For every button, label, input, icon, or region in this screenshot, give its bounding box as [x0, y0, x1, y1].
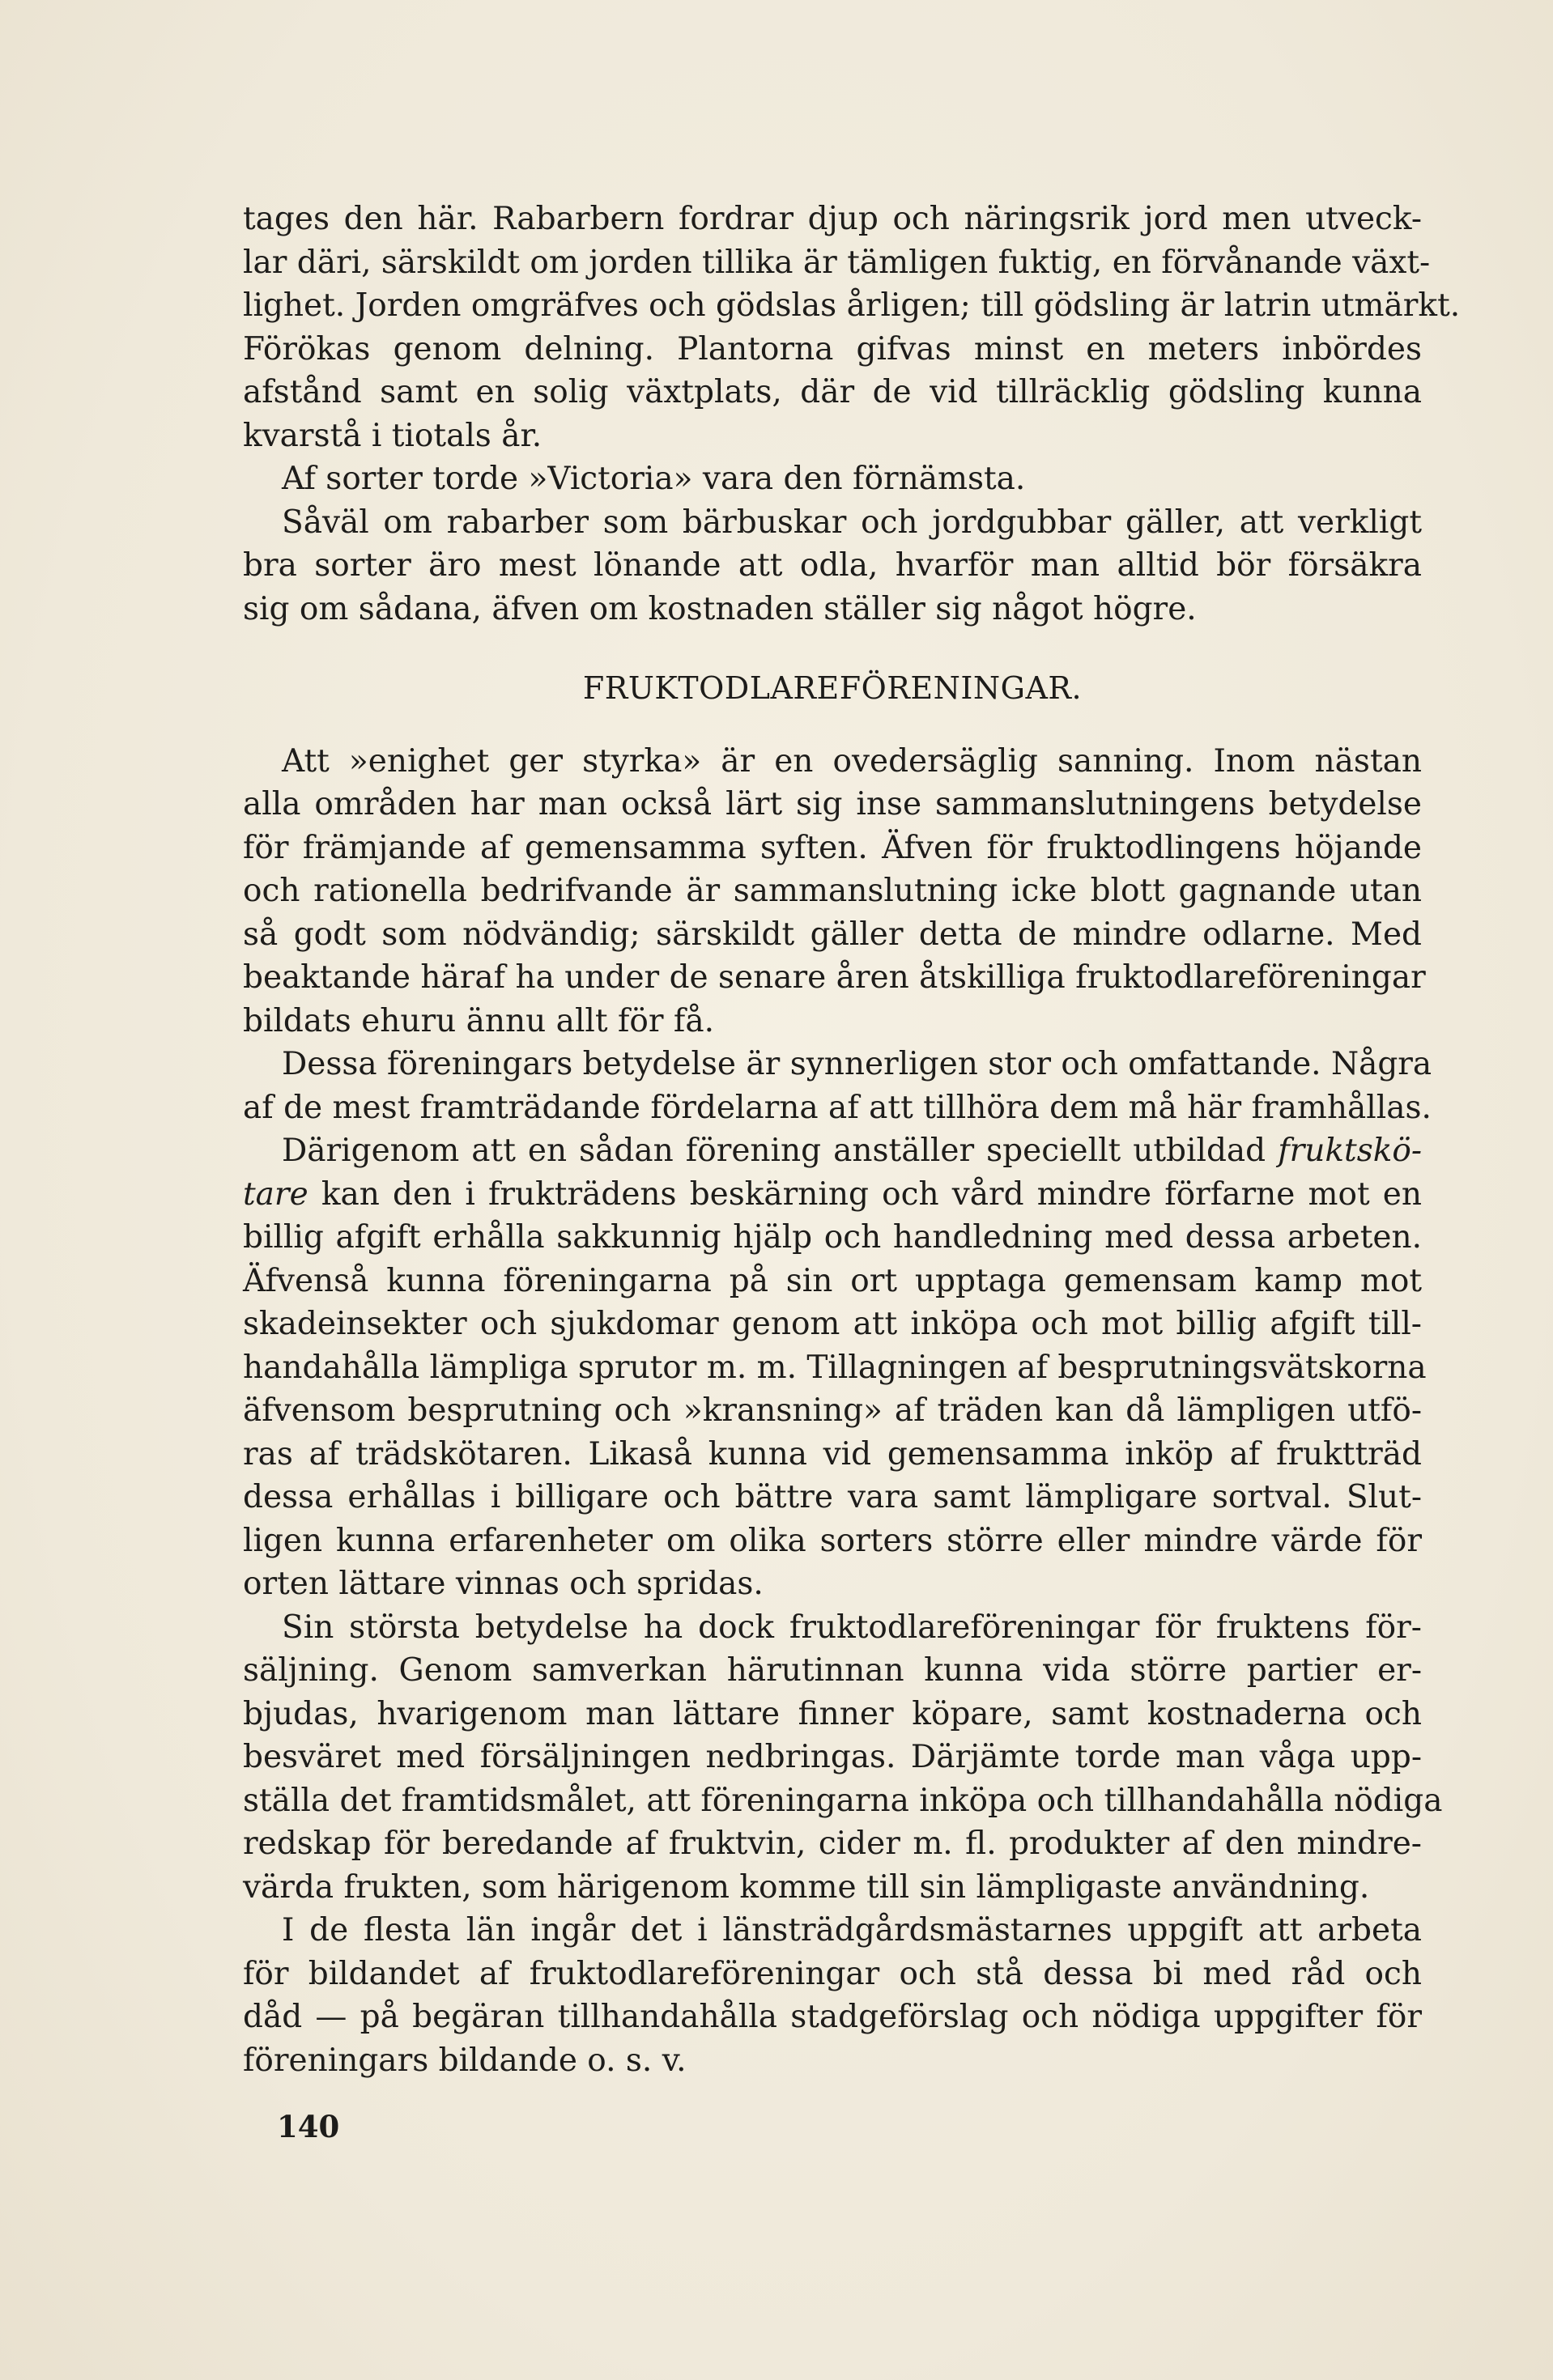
section-heading: FRUKTODLAREFÖRENINGAR. — [582, 670, 1083, 706]
text-line: bjudas, hvarigenom man lättare finner köpare, samt kostnaderna och — [243, 1695, 1422, 1732]
paragraph — [243, 740, 1426, 1043]
top-paragraphs — [243, 198, 1461, 631]
text-line: värda frukten, som härigenom komme till sin lämpligaste användning. — [243, 1868, 1370, 1906]
text-line: billig afgift erhålla sakkunnig hjälp och handledning med dessa arbeten. — [243, 1219, 1422, 1256]
paragraph — [243, 1129, 1427, 1606]
text-line: sig om sådana, äfven om kostnaden ställer sig något högre. — [243, 590, 1197, 627]
text-line: bildats ehuru ännu allt för få. — [243, 1002, 714, 1039]
text-line: handahålla lämpliga sprutor m. m. Tillagningen af besprutningsvätskorna — [243, 1349, 1427, 1386]
text-line: bra sorter äro mest lönande att odla, hvarför man alltid bör försäkra — [243, 547, 1422, 584]
text-line: af de mest framträdande fördelarna af att tillhöra dem må här framhållas. — [243, 1089, 1432, 1126]
text-line: och rationella bedrifvande är sammanslutning icke blott gagnande utan — [243, 873, 1422, 909]
text-line: Att »enighet ger styrka» är en ovedersäglig sanning. Inom nästan — [282, 742, 1422, 780]
text-line: ras af trädskötaren. Likaså kunna vid gemensamma inköp af fruktträd — [243, 1435, 1422, 1473]
page-number: 140 — [277, 2109, 340, 2144]
bottom-paragraphs — [243, 740, 1443, 2083]
text-line: tages den här. Rabarbern fordrar djup och näringsrik jord men utveck- — [243, 201, 1422, 237]
text-line: Dessa föreningars betydelse är synnerligen stor och omfattande. Några — [282, 1046, 1432, 1082]
text-line: beaktande häraf ha under de senare åren åtskilliga fruktodlareföreningar — [243, 959, 1426, 996]
text-line: för bildandet af fruktodlareföreningar och stå dessa bi med råd och — [243, 1955, 1422, 1992]
body-text — [243, 198, 1461, 2082]
text-line: afstånd samt en solig växtplats, där de vid tillräcklig gödsling kunna — [243, 374, 1422, 410]
text-line: skadeinsekter och sjukdomar genom att inköpa och mot billig afgift till- — [243, 1306, 1422, 1342]
text-line: Sin största betydelse ha dock fruktodlareföreningar för fruktens för- — [282, 1609, 1422, 1646]
text-line: Äfvenså kunna föreningarna på sin ort upptaga gemensam kamp mot — [243, 1262, 1422, 1299]
text-line: säljning. Genom samverkan härutinnan kunna vida större partier er- — [243, 1652, 1422, 1689]
text-line: besväret med försäljningen nedbringas. Därjämte torde man våga upp- — [243, 1739, 1422, 1775]
text-line: Därigenom att en sådan förening anställer speciellt utbildad fruktskö- — [282, 1133, 1422, 1169]
paragraph — [243, 1606, 1443, 1910]
text-line: kvarstå i tiotals år. — [243, 417, 542, 454]
text-line: äfvensom besprutning och »kransning» af träden kan då lämpligen utfö- — [243, 1392, 1422, 1429]
text-line: Förökas genom delning. Plantorna gifvas minst en meters inbördes — [243, 330, 1422, 368]
paragraph — [243, 501, 1422, 631]
text-line: Såväl om rabarber som bärbuskar och jordgubbar gäller, att verkligt — [282, 504, 1422, 541]
paragraph — [243, 198, 1461, 457]
text-line: dessa erhållas i billigare och bättre vara samt lämpligare sortval. Slut- — [243, 1479, 1422, 1515]
text-line: I de flesta län ingår det i länsträdgårdsmästarnes uppgift att arbeta — [282, 1912, 1422, 1949]
text-line: ligen kunna erfarenheter om olika sorters större eller mindre värde för — [243, 1522, 1422, 1559]
text-line: redskap för beredande af fruktvin, cider m. fl. produkter af den mindre- — [243, 1825, 1422, 1862]
text-line: tare kan den i frukträdens beskärning och vård mindre förfarne mot en — [243, 1175, 1422, 1213]
text-line: lighet. Jorden omgräfves och gödslas årligen; till gödsling är latrin utmärkt. — [243, 287, 1461, 324]
paragraph — [243, 457, 1422, 501]
text-line: ställa det framtidsmålet, att föreningarna inköpa och tillhandahålla nödiga — [243, 1782, 1443, 1819]
text-line: dåd — på begäran tillhandahålla stadgeförslag och nödiga uppgifter för — [243, 1999, 1422, 2035]
text-line: lar däri, särskildt om jorden tillika är tämligen fuktig, en förvånande växt- — [243, 244, 1431, 281]
text-line: orten lättare vinnas och spridas. — [243, 1566, 764, 1602]
text-line: alla områden har man också lärt sig inse sammanslutningens betydelse — [243, 786, 1422, 822]
text-line: Af sorter torde »Victoria» vara den förnämsta. — [282, 461, 1026, 497]
text-line: så godt som nödvändig; särskildt gäller detta de mindre odlarne. Med — [243, 916, 1422, 953]
text-line: för främjande af gemensamma syften. Äfven för fruktodlingens höjande — [243, 829, 1422, 866]
paragraph — [243, 1909, 1422, 2082]
text-line: föreningars bildande o. s. v. — [243, 2042, 687, 2079]
paragraph — [243, 1043, 1432, 1129]
